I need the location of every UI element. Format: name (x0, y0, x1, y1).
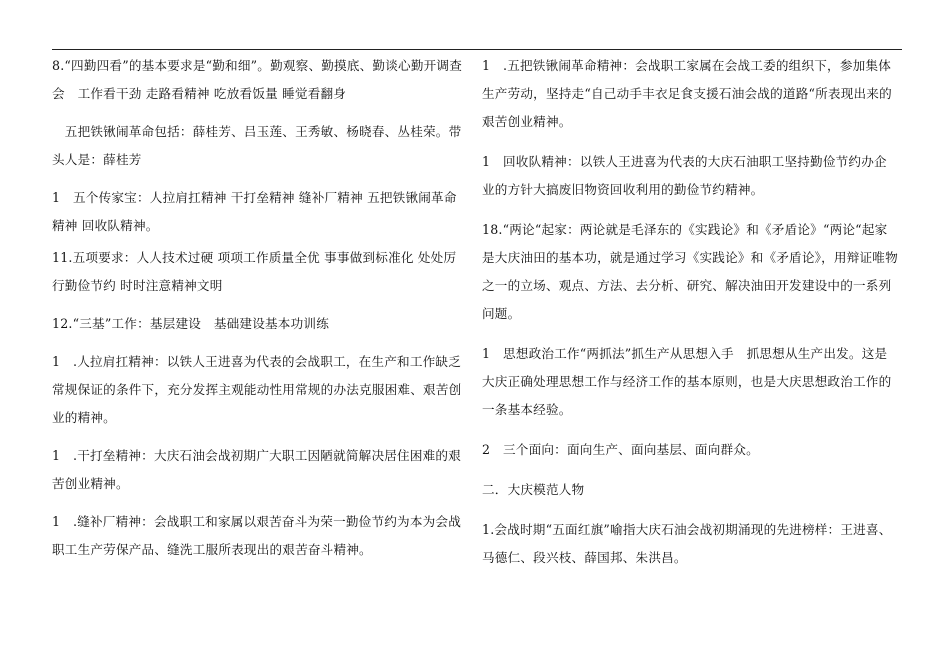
paragraph-five-requirements: 11.五项要求：人人技术过硬 项项工作质量全优 事事做到标准化 处处厉行勤俭节约 时时注意精神文明 (52, 250, 457, 293)
paragraph-ganda-lei-spirit: 1 .干打垒精神：大庆石油会战初期广大职工因陋就简解决居住困难的艰苦创业精神。 (52, 448, 462, 491)
paragraph-recycling-team-spirit: 1 回收队精神：以铁人王进喜为代表的大庆石油职工坚持勤俭节约办企业的方针大搞废旧物资回收利用的勤俭节约精神。 (482, 154, 887, 197)
paragraph-three-basics: 12.“三基”工作：基层建设 基础建设基本功训练 (52, 316, 329, 331)
paragraph-five-heirlooms: 1 五个传家宝：人拉肩扛精神 干打垒精神 缝补厂精神 五把铁锹闹革命精神 回收队精神。 (52, 190, 457, 233)
section-heading-model-figures: 二．大庆模范人物 (482, 482, 585, 497)
paragraph-five-red-flags: 1.会战时期“五面红旗”喻指大庆石油会战初期涌现的先进榜样：王进喜、马德仁、段兴枝、薛国邦、朱洪昌。 (482, 522, 892, 565)
paragraph-manpower-spirit: 1 .人拉肩扛精神：以铁人王进喜为代表的会战职工，在生产和工作缺乏常规保证的条件下，充分发挥主观能动性用常规的办法克服困难、艰苦创业的精神。 (52, 354, 462, 425)
paragraph-five-shovels-spirit: 1 .五把铁锹闹革命精神：会战职工家属在会战工委的组织下，参加集体生产劳动，坚持走“自己动手丰衣足食支援石油会战的道路“所表现出来的艰苦创业精神。 (482, 58, 892, 129)
header-rule (52, 49, 902, 50)
paragraph-two-theories: 18.“两论“起家：两论就是毛泽东的《实践论》和《矛盾论》“两论“起家是大庆油田的基本功，就是通过学习《实践论》和《矛盾论》，用辩证唯物之一的立场、观点、方法、去分析、研究、解决油田开发建设中的一系列问题。 (482, 222, 898, 321)
paragraph-two-grasp-method: 1 思想政治工作“两抓法”抓生产从思想入手 抓思想从生产出发。这是大庆正确处理思想工作与经济工作的基本原则，也是大庆思想政治工作的一条基本经验。 (482, 346, 892, 417)
paragraph-sewing-factory-spirit: 1 .缝补厂精神：会战职工和家属以艰苦奋斗为荣一勤俭节约为本为会战职工生产劳保产品、缝洗工服所表现出的艰苦奋斗精神。 (52, 514, 462, 557)
paragraph-four-diligence: 8.“四勤四看”的基本要求是“勤和细”。勤观察、勤摸底、勤谈心勤开调查会 工作看干劲 走路看精神 吃放看饭量 睡觉看翻身 (52, 58, 462, 101)
right-column (482, 52, 898, 572)
left-column (52, 52, 468, 564)
paragraph-five-shovels-members: 五把铁锹闹革命包括：薛桂芳、吕玉莲、王秀敏、杨晓春、丛桂荣。带头人是：薛桂芳 (52, 124, 462, 167)
paragraph-three-orientations: 2 三个面向：面向生产、面向基层、面向群众。 (482, 442, 759, 457)
